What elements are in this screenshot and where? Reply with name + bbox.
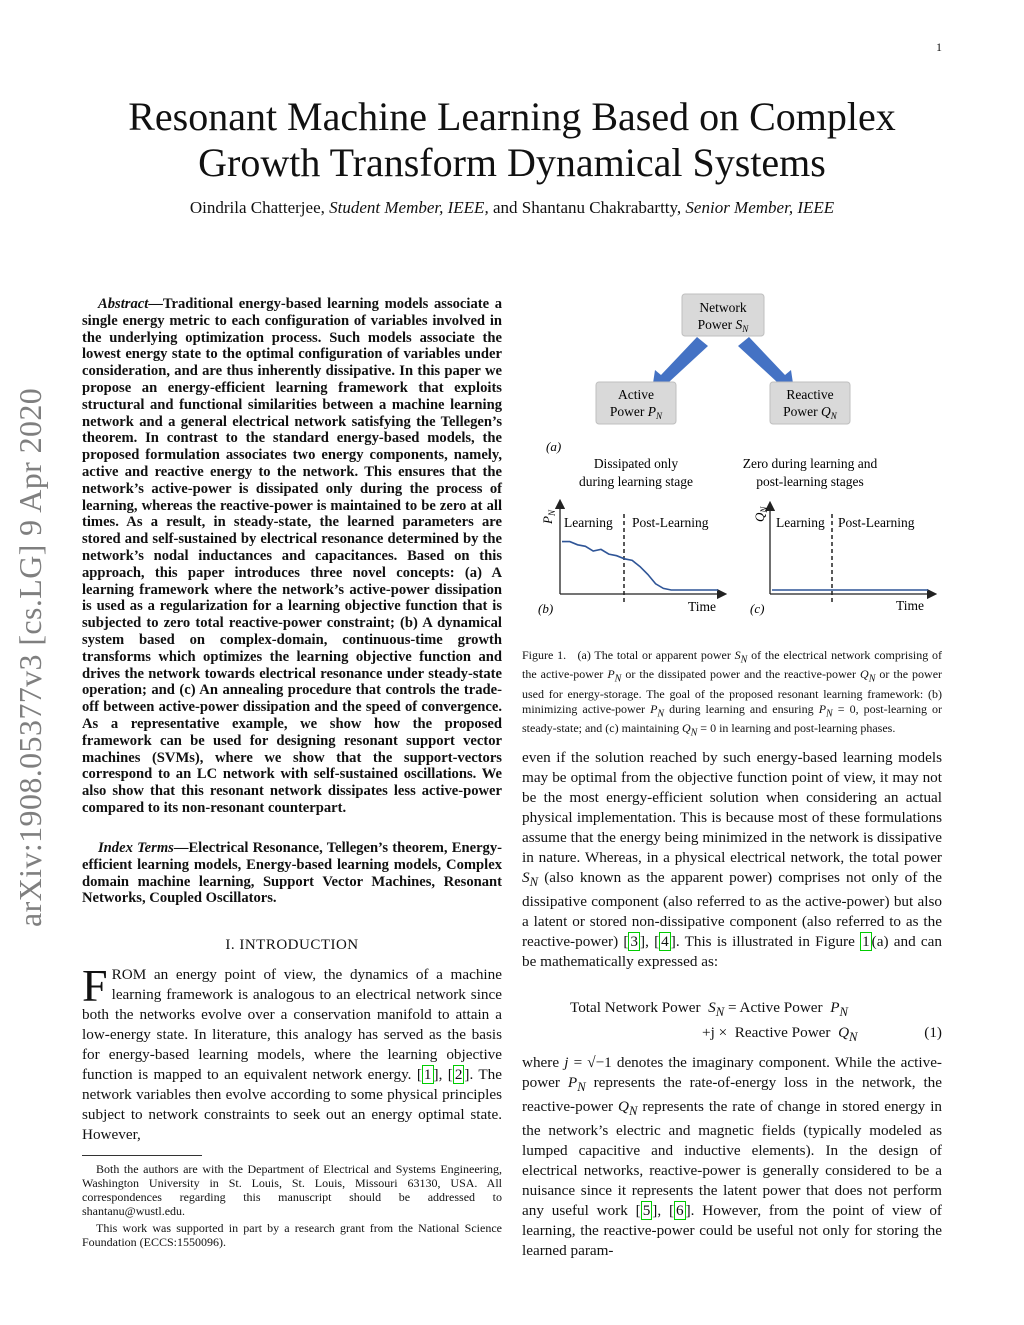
plot-b-ylabel: $P_N$	[540, 510, 557, 524]
body-math: = √−1	[573, 1054, 612, 1071]
figure-label-c: (c)	[750, 601, 765, 616]
body-math: j	[564, 1054, 569, 1071]
figure-1	[522, 290, 952, 630]
body-text: represents the rate-of-energy loss in the network, the reactive-power	[522, 1074, 943, 1116]
eq-text: = Active Power	[727, 999, 823, 1016]
caption-text: during learning and ensuring	[669, 701, 814, 716]
caption-math-sub: N	[690, 727, 698, 739]
caption-text: = 0 in learning and post-learning phases.	[700, 721, 896, 736]
citation-link[interactable]: 5	[642, 1202, 651, 1220]
citation-link[interactable]: 2	[454, 1066, 463, 1083]
abstract-text: —Traditional energy-based learning models associate a single energy metric to each configuration of variables involved in the underlying optimization process. Such models associate the lowest energy state to the optimal configuration of variables under consideration, and are thus inherently dissipative. In this paper we propose an energy-efficient learning framework that exploits structural and functional similarities between a machine learning network and a general electrical network satisfying the Tellegen’s theorem. In contrast to the standard energy-based models, the proposed formulation associates two energy components, namely, active and reactive energy to the network. This ensures that the network’s active-power is dissipated only during the process of learning, whereas the reactive-power is maintained to be zero at all times. As a result, in steady-state, the learned parameters are stored and self-sustained by electrical resonance determined by the network’s nodal inductances and capacitances. Based on this approach, this paper introduces three novel concepts: (a) A learning framework where the network’s active-power dissipation is used as a regularization for a learning objective function that is subjected to zero total reactive-power constraint; (b) A dynamical system based on complex-domain, continuous-time growth transforms which optimizes the learning objective function and drives the network towards electrical resonance under steady-state operation; and (c) An annealing procedure that controls the trade-off between active-power dissipation and the speed of convergence. As a representative example, we show how the proposed framework can be used for designing resonant support vector machines (SVMs), where we show that the support-vectors correspond to an LC network with self-sustained oscillations. We also show that this resonant network dissipates less active-power compared to its non-resonant counterpart.	[82, 296, 502, 816]
network-power-line2: Power $S_N$	[697, 317, 749, 334]
eq-math: S	[708, 999, 716, 1016]
plot-c-xlabel: Time	[896, 598, 925, 613]
eq-math-sub: N	[849, 1030, 858, 1045]
eq-math: Q	[838, 1024, 850, 1041]
figure-caption	[522, 648, 942, 741]
figure-label-a: (a)	[546, 439, 562, 454]
author-2-role: Senior Member, IEEE	[685, 198, 835, 217]
page-number: 1	[936, 40, 942, 54]
paper-title	[0, 94, 1024, 186]
eq-text: Total Network Power	[570, 999, 701, 1016]
body-text: denotes the imaginary component. While the active-power	[522, 1054, 942, 1091]
left-note-line1: Dissipated only	[593, 456, 679, 471]
footnote-rule	[82, 1155, 202, 1156]
right-note-line2: post-learning stages	[756, 474, 864, 489]
author-1-role: Student Member, IEEE,	[329, 198, 489, 217]
plot-b-post-learning: Post-Learning	[632, 515, 709, 530]
citation-link[interactable]: 3	[630, 933, 639, 951]
caption-math: Q	[681, 721, 691, 736]
body-math: S	[522, 869, 530, 886]
title-line-1: Resonant Machine Learning Based on Complex	[128, 94, 896, 139]
index-terms-lead: Index Terms	[98, 840, 174, 856]
caption-math-sub: N	[826, 708, 833, 720]
caption-math-sub: N	[740, 654, 748, 666]
active-power-line2: Power $P_N$	[609, 404, 663, 421]
intro-paragraph: FROM an energy point of view, the dynamics of a machine learning framework is analogous to an electrical network since both the networks evolve over a conservation manifold to attain a low-energy state. In literature, this analogy has served as the basis for energy-based learning models, where the learning objective function is mapped to an equivalent network energy. [ 1 ], [ 2 ]. The network variables then evolve according to some physical principles subject to network constraints to seek out an energy optimal state. However,	[82, 960, 502, 1143]
plot-b-learning: Learning	[564, 515, 613, 530]
author-line	[0, 198, 1024, 218]
author-2: Shantanu Chakrabartty,	[521, 198, 682, 217]
figure-label-b: (b)	[538, 601, 554, 616]
right-column-paragraph-2: where j = √−1 denotes the imaginary component. While the active-power $P_N$ represents the rate-of-energy loss in the network, the reactive-power $Q_N$ represents the rate of change in stored energy in the network’s electric and magnetic fields (typically modeled as lumped capacitive and inductive elements). In the design of electrical networks, reactive-power is generally considered to be a nuisance since it represents the latent power that does not perform any useful work [ 5 ], [ 6 ]. However, from the point of view of learning, the reactive-power could be useful not only for storing the learned param-	[522, 1054, 943, 1260]
right-note-line1: Zero during learning and	[742, 456, 878, 471]
body-math: Q	[618, 1098, 629, 1116]
citation-link[interactable]: 4	[661, 933, 669, 951]
body-text: even if the solution reached by such energy-based learning models may be optimal from the objective function point of view, it may not be the most energy-efficient solution when considering an actual physical implementation. This is because most of these formulations assume that the energy being minimized in the network is dissipative in nature. Whereas, in a physical electrical network, the total power	[522, 749, 942, 866]
arxiv-stamp: arXiv:1908.05377v3 [cs.LG] 9 Apr 2020	[12, 387, 48, 927]
caption-math: Q	[860, 667, 869, 682]
caption-math-sub: N	[657, 708, 665, 720]
caption-label: Figure 1.	[522, 648, 567, 662]
network-power-line1: Network	[699, 300, 747, 315]
equation-number: (1)	[924, 1024, 942, 1041]
reactive-power-line2: Power $Q_N$	[783, 404, 837, 421]
caption-math-sub: N	[614, 673, 622, 685]
body-math-sub: N	[529, 875, 539, 890]
caption-text: = 0, post-learning or steady-state; and (c) maintaining	[522, 701, 943, 736]
plot-c-post-learning: Post-Learning	[838, 515, 915, 530]
caption-math: P	[607, 667, 615, 682]
dropcap: F	[82, 960, 108, 1011]
index-terms	[82, 840, 502, 907]
index-terms-text: —Electrical Resonance, Tellegen’s theorem, Energy-efficient learning models, Energy-based learning models, Complex domain machine learning, Support Vector Machines, Resonant Networks, Coupled Oscillators.	[82, 840, 502, 907]
caption-text: (a) The total or apparent power	[577, 648, 731, 662]
equation-1	[522, 996, 942, 1044]
caption-text: of the electrical network comprising of the active-power	[522, 648, 942, 682]
intro-text-1: ROM an energy point of view, the dynamics of a machine learning framework is analogous to an electrical network since both the networks evolve over a conservation manifold to attain a low-energy state. In literature, this analogy has served as the basis for energy-based learning models, where the learning objective function is mapped to an equivalent network energy.	[82, 966, 502, 1083]
body-text: . However, from the point of view of learning, the reactive-power could be useful not only for storing the learned param-	[522, 1202, 942, 1260]
body-math: P	[567, 1074, 578, 1091]
intro-text-2: . The network variables then evolve according to some physical principles subject to network constraints to seek out an energy optimal state. However,	[82, 1066, 502, 1143]
section-heading: I. INTRODUCTION	[225, 937, 359, 953]
caption-math: P	[650, 701, 658, 716]
caption-text: or the dissipated power and the reactive-power	[625, 667, 856, 682]
title-line-2: Growth Transform Dynamical Systems	[198, 140, 826, 185]
plot-c-ylabel: $Q_N$	[752, 506, 769, 522]
eq-math: P	[830, 999, 840, 1016]
figure-link[interactable]: 1	[862, 933, 870, 951]
plot-c	[750, 506, 932, 616]
reactive-power-line1: Reactive	[786, 387, 834, 402]
caption-text: or the power used for energy-storage. The goal of the proposed resonant learning framework: (b) minimizing active-power	[522, 667, 943, 716]
abstract-lead: Abstract	[98, 296, 149, 312]
caption-math: S	[734, 648, 741, 662]
body-text: (also known as the apparent power) comprises not only of the dissipative component (also referred to as the active-power) but also a latent or stored non-dissipative component (also referred to as the reactive-power)	[522, 869, 943, 951]
right-column-paragraph-1: even if the solution reached by such energy-based learning models may be optimal from the objective function point of view, it may not be the most energy-efficient solution when considering an actual physical implementation. This is because most of these formulations assume that the energy being minimized in the network is dissipative in nature. Whereas, in a physical electrical network, the total power $S_N$ (also known as the apparent power) comprises not only of the dissipative component (also referred to as the active-power) but also a latent or stored non-dissipative component (also referred to as the reactive-power) [ 3 ], [ 4 ]. This is illustrated in Figure 1 (a) and can be mathematically expressed as:	[522, 749, 943, 971]
body-text: where	[522, 1054, 560, 1071]
left-note-line2: during learning stage	[579, 474, 693, 489]
citation-link[interactable]: 1	[423, 1066, 432, 1083]
caption-math-sub: N	[868, 673, 876, 685]
footnote-funding: This work was supported in part by a research grant from the National Science Foundation (ECCS:1550096).	[82, 1221, 502, 1249]
author-1: Oindrila Chatterjee,	[189, 198, 325, 217]
plot-b	[538, 504, 722, 616]
body-math-sub: N	[628, 1104, 638, 1119]
abstract	[82, 296, 502, 817]
equation-line-1	[570, 999, 848, 1020]
footnote-affiliation: Both the authors are with the Department of Electrical and Systems Engineering, Washington University in St. Louis, St. Louis, Missouri 63130, USA. All correspondences regarding this manuscript should be addressed to shantanu@wustl.edu.	[82, 1162, 502, 1218]
body-math-sub: N	[577, 1080, 586, 1095]
plot-c-learning: Learning	[776, 515, 825, 530]
eq-text: +j ×	[702, 1024, 728, 1041]
body-text: (a) and can be mathematically expressed as:	[522, 933, 942, 971]
caption-math: P	[818, 701, 827, 716]
author-and: and	[492, 198, 518, 217]
citation-link[interactable]: 6	[676, 1202, 684, 1220]
plot-b-xlabel: Time	[688, 599, 717, 614]
body-text: . This is illustrated in Figure	[675, 933, 855, 951]
eq-text: Reactive Power	[734, 1024, 831, 1041]
body-text: represents the rate of change in stored energy in the network’s electric and magnetic fields (typically modeled as lumped capacitive and inductive elements). In the design of electrical networks, reactive-power is generally considered to be a nuisance since it represents the latent power that does not perform any useful work	[522, 1098, 943, 1220]
plot-b-series-line	[562, 542, 718, 590]
active-power-line1: Active	[618, 387, 654, 402]
equation-line-2	[702, 1024, 858, 1045]
eq-math-sub: N	[839, 1005, 848, 1020]
eq-math-sub: N	[715, 1005, 725, 1020]
